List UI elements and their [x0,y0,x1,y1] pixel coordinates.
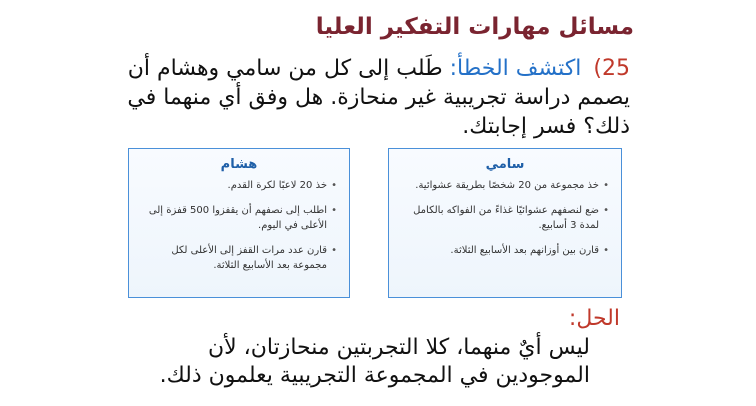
list-item: • قارن عدد مرات القفز إلى الأعلى لكل مجموعة بعد الأسابيع الثلاثة. [139,243,337,273]
solution-text: ليس أيٌ منهما، كلا التجربتين منحازتان، لأن الموجودين في المجموعة التجريبية يعلمون ذلك. [159,335,590,388]
list-item: • خذ مجموعة من 20 شخصًا بطريقة عشوائية. [399,178,609,193]
page-title: مسائل مهارات التفكير العليا [315,14,634,40]
solution-label: الحل: [568,306,620,331]
list-item: • قارن بين أوزانهم بعد الأسابيع الثلاثة. [399,243,609,258]
hisham-steps [129,178,349,273]
list-item: • ضع لنصفهم عشوائيًا غذاءً من الفواكه بالكامل لمدة 3 أسابيع. [399,203,609,233]
hisham-card [128,148,350,298]
sami-card-title: سامي [485,157,525,172]
sami-steps [389,178,621,258]
list-item: • خذ 20 لاعبًا لكرة القدم. [139,178,337,193]
question-number: 25) [593,56,630,81]
question-block [110,54,630,141]
question-text: طَلب إلى كل من سامي وهشام أن يصمم دراسة تجريبية غير منحازة. هل وفق أي منهما في ذلك؟ فسر إجابتك. [127,56,630,139]
list-item: • اطلب إلى نصفهم أن يقفزوا 500 قفزة إلى الأعلى في اليوم. [139,203,337,233]
sami-card [388,148,622,298]
comparison-cards [128,148,622,300]
question-label: اكتشف الخطأ: [449,56,582,81]
hisham-card-title: هشام [220,157,258,172]
